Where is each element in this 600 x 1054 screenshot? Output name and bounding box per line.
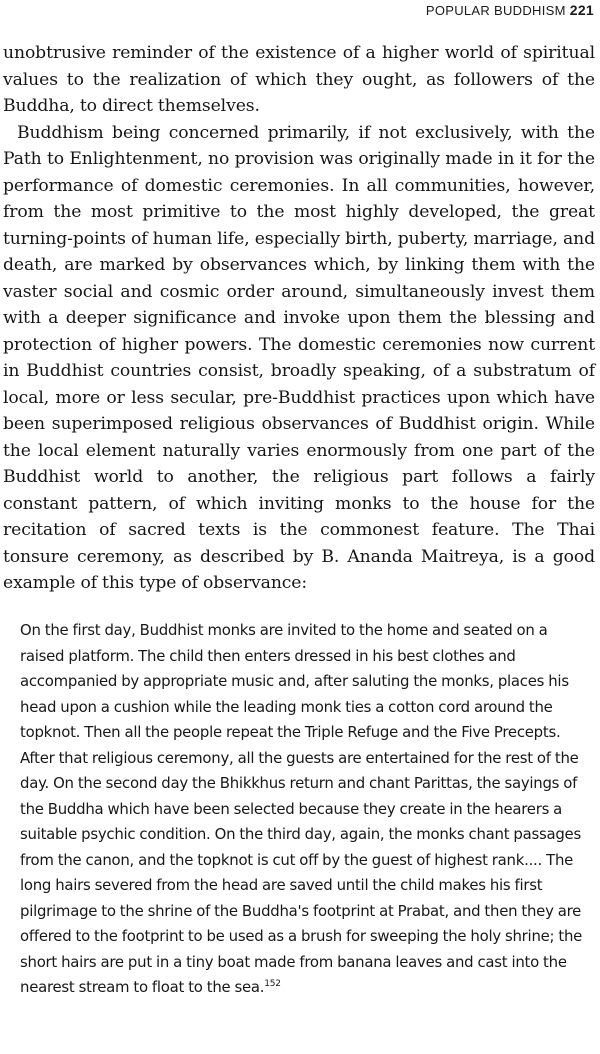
paragraph-domestic-ceremonies: Buddhism being concerned primarily, if not exclusively, with the Path to Enlightenment, no provision was originally made in it for the performance of domestic ceremonies. In all communities, however, from the most primitive to the most highly developed, the great turning-points of human life, especially birth, puberty, marriage, and death, are marked by observances which, by linking them with the vaster social and cosmic order around, simultaneously invest them with a deeper significance and invoke upon them the blessing and protection of higher powers. The domestic ceremonies now current in Buddhist countries consist, broadly speaking, of a substratum of local, more or less secular, pre-Buddhist practices upon which have been superimposed religious observances of Buddhist origin. While the local element naturally varies enormously from one part of the Buddhist world to another, the religious part follows a fairly constant pattern, of which inviting monks to the house for the recitation of sacred texts is the commonest feature. The Thai tonsure ceremony, as described by B. Ananda Maitreya, is a good example of this type of observance: xyxy=(3,122,595,593)
block-quote-text: On the first day, Buddhist monks are invited to the home and seated on a raised platform. The child then enters dressed in his best clothes and accompanied by appropriate music and, after saluting the monks, places his head upon a cushion while the leading monk ties a cotton cord around the topknot. Then all the people repeat the Triple Refuge and the Five Precepts. After that religious ceremony, all the guests are entertained for the rest of the day. On the second day the Bhikkhus return and chant Parittas, the sayings of the Buddha which have been selected because they create in the hearers a suitable psychic condition. On the third day, again, the monks chant passages from the canon, and the topknot is cut off by the guest of highest rank.... The long hairs severed from the head are saved until the child makes his first pilgrimage to the shrine of the Buddha's footprint at Prabat, and then they are offered to the footprint to be used as a brush for sweeping the holy shrine; the short hairs are put in a tiny boat made from banana leaves and cast into the nearest stream to float to the sea. xyxy=(20,621,583,996)
main-text xyxy=(3,40,595,597)
paragraph-continuation: unobtrusive reminder of the existence of a higher world of spiritual values to the realization of which they ought, as followers of the Buddha, to direct themselves. xyxy=(3,43,595,116)
running-header xyxy=(426,2,594,18)
block-quote xyxy=(20,618,586,1001)
footnote-reference: 152 xyxy=(264,979,281,990)
page-number: 221 xyxy=(569,2,594,18)
running-title: POPULAR BUDDHISM xyxy=(425,3,566,18)
